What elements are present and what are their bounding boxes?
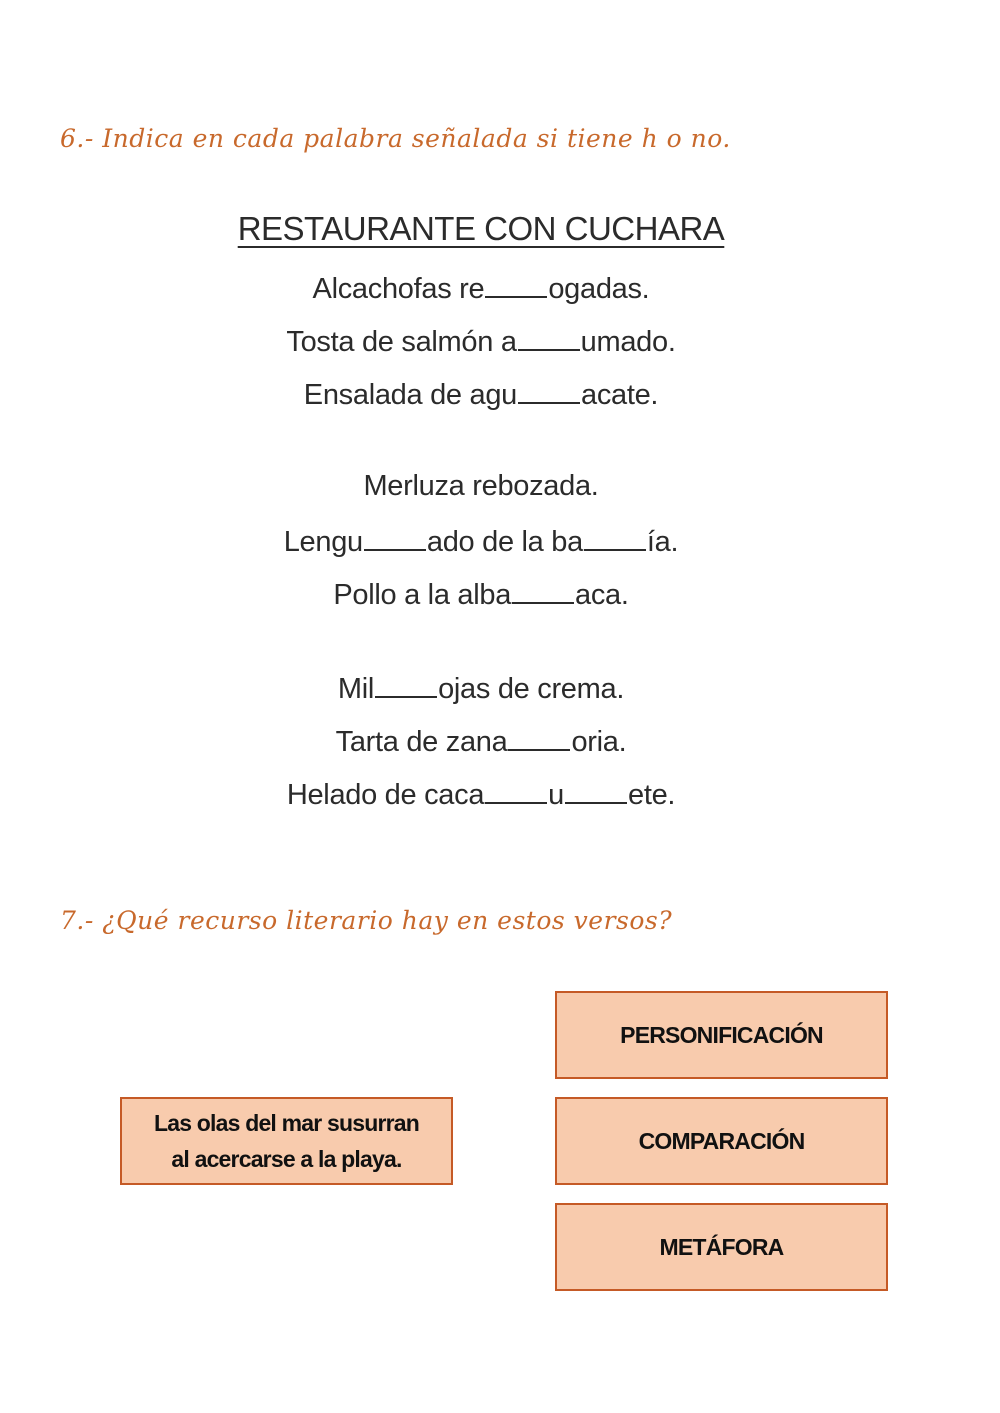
option-comparacion[interactable]: COMPARACIÓN bbox=[555, 1097, 888, 1185]
menu-line bbox=[0, 323, 962, 359]
fill-blank[interactable] bbox=[375, 670, 437, 698]
menu-line-text: Ensalada de agu bbox=[303, 379, 517, 411]
question-6-heading: 6.- Indica en cada palabra señalada si tiene h o no. bbox=[60, 124, 731, 153]
verse-card[interactable] bbox=[120, 1097, 453, 1185]
menu-line bbox=[0, 776, 962, 812]
menu-line bbox=[0, 470, 962, 503]
menu-line bbox=[0, 670, 962, 706]
menu-line-text: Alcachofas re bbox=[312, 273, 485, 305]
verse-line-1: Las olas del mar susurran bbox=[153, 1110, 420, 1136]
menu-line bbox=[0, 576, 962, 612]
fill-blank[interactable] bbox=[584, 523, 646, 551]
option-metafora[interactable]: METÁFORA bbox=[555, 1203, 888, 1291]
fill-blank[interactable] bbox=[518, 376, 580, 404]
option-personificacion[interactable]: PERSONIFICACIÓN bbox=[555, 991, 888, 1079]
menu-line-text: aca. bbox=[575, 579, 629, 611]
menu-line bbox=[0, 270, 962, 306]
menu-line-text: ojas de crema. bbox=[438, 673, 625, 705]
menu-line-text: Helado de caca bbox=[286, 779, 485, 811]
menu-line-text: acate. bbox=[580, 379, 659, 411]
menu-line-text: ogadas. bbox=[548, 273, 650, 305]
menu-title: RESTAURANTE CON CUCHARA bbox=[237, 210, 725, 247]
fill-blank[interactable] bbox=[565, 776, 627, 804]
menu-line-text: umado. bbox=[580, 326, 676, 358]
menu-line-text: Mil bbox=[337, 673, 375, 705]
menu-line-text: Tosta de salmón a bbox=[286, 326, 517, 358]
menu-line-text: u bbox=[548, 779, 564, 811]
fill-blank[interactable] bbox=[485, 776, 547, 804]
menu-line-text: Tarta de zana bbox=[335, 726, 508, 758]
fill-blank[interactable] bbox=[508, 723, 570, 751]
menu-line-text: Merluza rebozada. bbox=[363, 470, 599, 502]
menu-line-text: oria. bbox=[571, 726, 627, 758]
menu-line-text: ía. bbox=[646, 526, 679, 558]
fill-blank[interactable] bbox=[485, 270, 547, 298]
fill-blank[interactable] bbox=[364, 523, 426, 551]
fill-blank[interactable] bbox=[518, 323, 580, 351]
menu-line-text: ado de la ba bbox=[426, 526, 583, 558]
menu-line-text: Pollo a la alba bbox=[333, 579, 512, 611]
verse-line-2: al acercarse a la playa. bbox=[171, 1146, 402, 1172]
menu-line bbox=[0, 523, 962, 559]
fill-blank[interactable] bbox=[512, 576, 574, 604]
menu-line bbox=[0, 376, 962, 412]
question-7-heading: 7.- ¿Qué recurso literario hay en estos versos? bbox=[60, 906, 673, 935]
menu-line-text: ete. bbox=[628, 779, 676, 811]
menu-line bbox=[0, 723, 962, 759]
menu-line-text: Lengu bbox=[283, 526, 363, 558]
